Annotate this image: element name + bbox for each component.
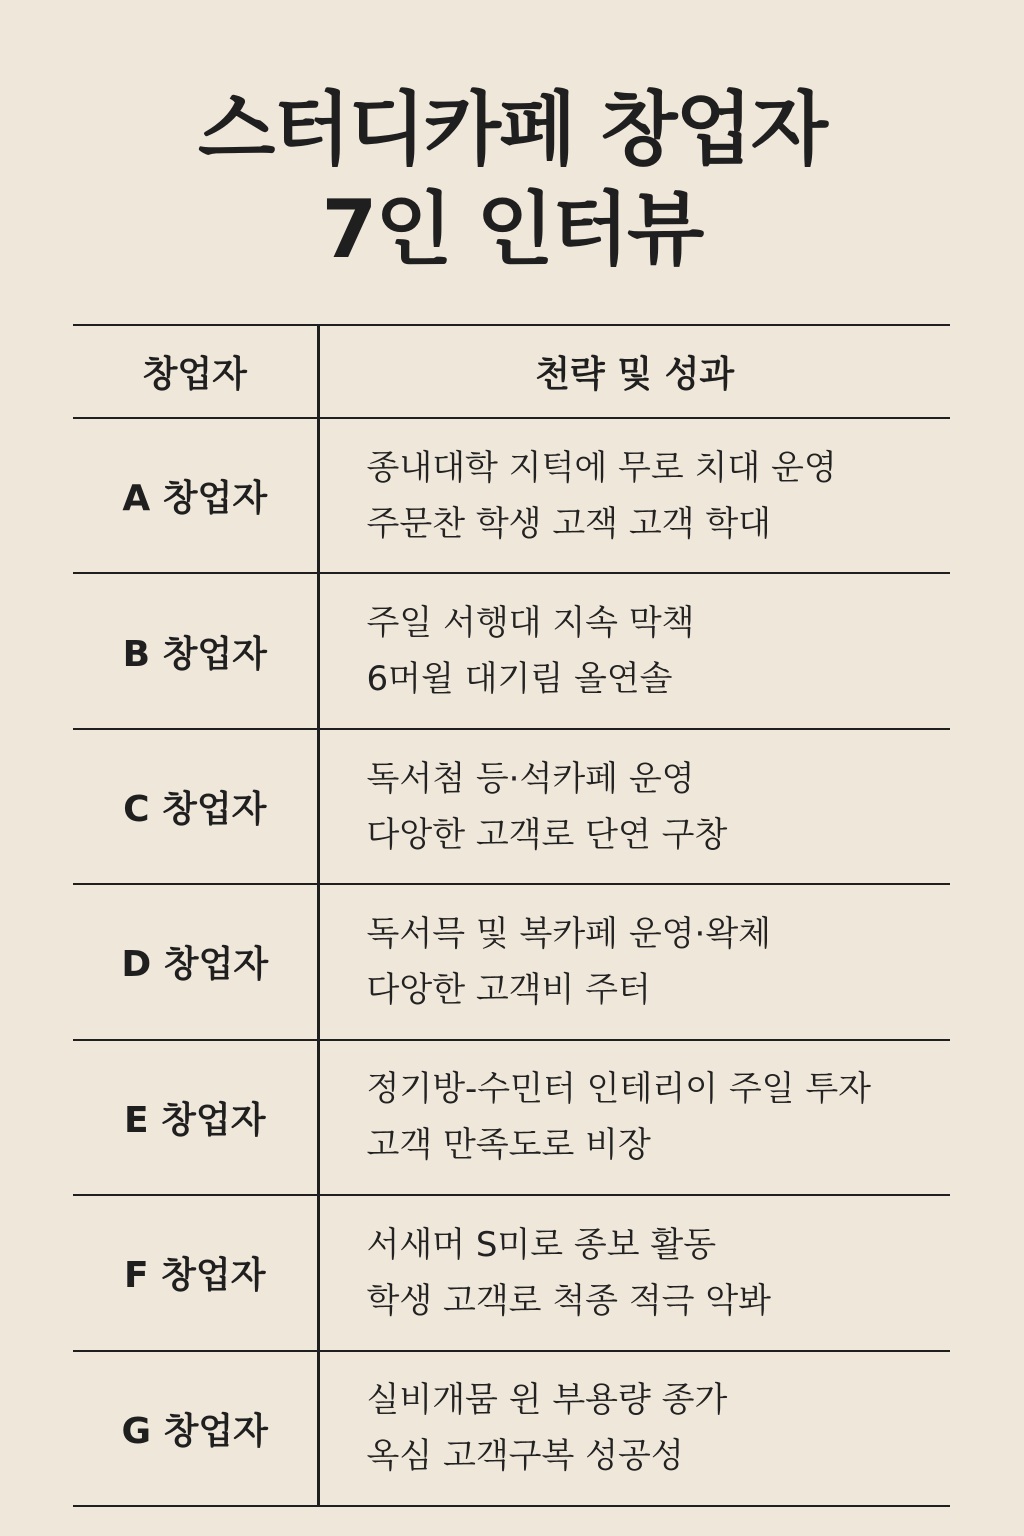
strategy-cell [318,1040,950,1195]
strategy-line: 종내대학 지턱에 무로 치대 운영 [366,447,837,488]
interview-table [73,324,950,1507]
founder-name: B 창업자 [73,573,318,728]
founder-name: C 창업자 [73,729,318,884]
strategy-line: 서새머 S미로 종보 활동 [366,1224,717,1265]
strategy-line: 옥심 고객구복 성공성 [366,1436,684,1477]
table-row [73,729,950,884]
interview-table-container [73,324,950,1507]
strategy-cell [318,573,950,728]
strategy-line: 독서첨 등·석카페 운영 [366,758,695,799]
table-row [73,884,950,1039]
table-row [73,573,950,728]
founder-name: D 창업자 [73,884,318,1039]
table-header-row [73,325,950,418]
strategy-line: 정기방-수민터 인테리이 주일 투자 [366,1069,872,1110]
strategy-cell [318,729,950,884]
strategy-line: 다앙한 고객비 주터 [366,969,651,1010]
strategy-line: 다앙한 고객로 단연 구창 [366,814,728,855]
strategy-line: 6머윌 대기림 올연솔 [366,659,673,700]
page-title [0,80,1024,280]
strategy-cell [318,1351,950,1506]
strategy-line: 독서믁 및 복카페 운영·왁체 [366,913,772,954]
header-founder: 창업자 [73,325,318,418]
title-line-1: 스터디카페 창업자 [197,83,827,176]
founder-name: A 창업자 [73,418,318,573]
strategy-line: 학생 고객로 척종 적극 악봐 [366,1280,772,1321]
title-line-2: 7인 인터뷰 [321,183,703,276]
table-row [73,1195,950,1350]
founder-name: F 창업자 [73,1195,318,1350]
strategy-line: 주문찬 학생 고잭 고객 학대 [366,503,772,544]
strategy-cell [318,418,950,573]
strategy-cell [318,1195,950,1350]
table-row [73,1351,950,1506]
strategy-line: 실비개뭄 윈 부용량 종가 [366,1380,728,1421]
strategy-cell [318,884,950,1039]
table-row [73,1040,950,1195]
strategy-line: 주일 서행대 지속 막책 [366,603,695,644]
strategy-line: 고객 만족도로 비장 [366,1125,651,1166]
table-row [73,418,950,573]
header-strategy-results: 천략 및 성과 [318,325,950,418]
founder-name: E 창업자 [73,1040,318,1195]
founder-name: G 창업자 [73,1351,318,1506]
